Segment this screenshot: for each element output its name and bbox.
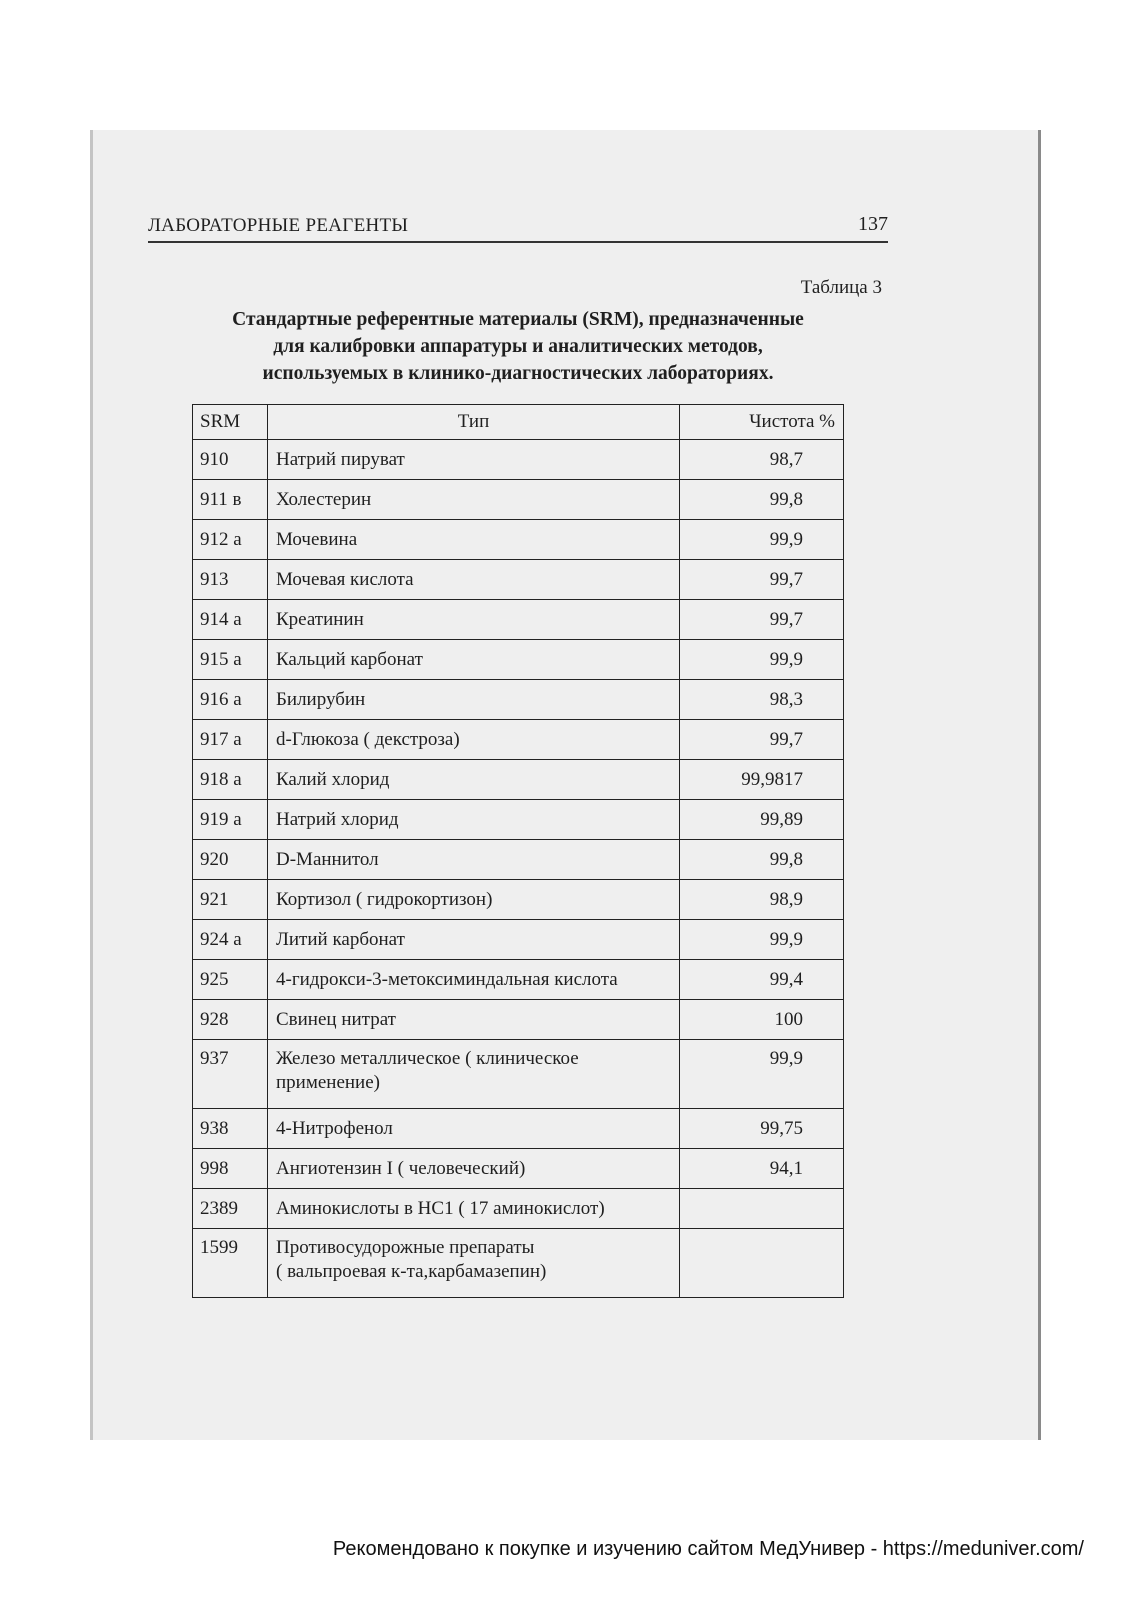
cell-type-line: Калий хлорид [276,768,390,790]
cell-type [268,640,680,680]
cell-purity: 99,9817 [680,760,844,800]
cell-srm: 924 а [193,920,268,960]
page-number: 137 [858,213,888,235]
cell-purity: 99,9 [680,920,844,960]
cell-srm: 915 а [193,640,268,680]
table-row [193,720,844,760]
cell-srm: 910 [193,440,268,480]
cell-srm: 920 [193,840,268,880]
cell-srm: 912 а [193,520,268,560]
cell-purity: 98,7 [680,440,844,480]
caption-line: для калибровки аппаратуры и аналитических методов, [273,336,763,357]
cell-srm: 1599 [193,1229,268,1298]
table-row [193,520,844,560]
column-header-purity: Чистота % [680,405,844,440]
cell-type-line: 4-гидрокси-3-метоксиминдальная кислота [276,968,618,990]
cell-type-line: Кальций карбонат [276,648,423,670]
table-row [193,640,844,680]
cell-type [268,1040,680,1109]
cell-purity: 100 [680,1000,844,1040]
cell-purity: 99,8 [680,480,844,520]
cell-purity: 99,8 [680,840,844,880]
running-header [148,213,888,243]
cell-type-line: Натрий пируват [276,448,405,470]
table-row [193,760,844,800]
cell-purity: 99,75 [680,1109,844,1149]
section-title: ЛАБОРАТОРНЫЕ РЕАГЕНТЫ [148,215,409,236]
table-label: Таблица 3 [800,277,882,298]
cell-srm: 911 в [193,480,268,520]
cell-type [268,960,680,1000]
caption-line: Стандартные референтные материалы (SRM), предназначенные [232,309,804,330]
cell-type [268,520,680,560]
cell-type [268,600,680,640]
cell-type [268,840,680,880]
table-caption [148,306,888,387]
cell-purity: 98,3 [680,680,844,720]
column-header-srm: SRM [193,405,268,440]
cell-purity: 99,9 [680,1040,844,1109]
table-row [193,960,844,1000]
cell-type-line: d-Глюкоза ( декстроза) [276,728,460,750]
column-header-type: Тип [268,405,680,440]
cell-type [268,1149,680,1189]
cell-type [268,760,680,800]
cell-srm: 919 а [193,800,268,840]
cell-type-line: Литий карбонат [276,928,405,950]
cell-purity: 99,4 [680,960,844,1000]
cell-srm: 928 [193,1000,268,1040]
table-row [193,680,844,720]
table-row [193,840,844,880]
cell-purity: 94,1 [680,1149,844,1189]
cell-type-line: Железо металлическое ( клиническое [276,1048,579,1069]
table-row [193,480,844,520]
table-row [193,600,844,640]
cell-srm: 918 а [193,760,268,800]
table-row [193,560,844,600]
cell-type [268,440,680,480]
table-row [193,1189,844,1229]
cell-type-line: Кортизол ( гидрокортизон) [276,888,493,910]
table-row [193,1229,844,1298]
cell-type-line: Ангиотензин I ( человеческий) [276,1157,526,1179]
cell-srm: 2389 [193,1189,268,1229]
srm-table [192,404,844,1298]
cell-type-line: Аминокислоты в НС1 ( 17 аминокислот) [276,1197,605,1219]
cell-type [268,680,680,720]
cell-type [268,560,680,600]
cell-purity: 99,7 [680,560,844,600]
cell-purity [680,1229,844,1298]
cell-type [268,720,680,760]
cell-purity: 99,89 [680,800,844,840]
cell-type [268,920,680,960]
footer-recommendation: Рекомендовано к покупке и изучению сайтом МедУнивер - https://meduniver.com/ [332,1538,1084,1560]
cell-type [268,480,680,520]
table-row [193,800,844,840]
table-header-row [193,405,844,440]
table-row [193,1149,844,1189]
table-row [193,880,844,920]
cell-type-line: применение) [276,1072,380,1093]
cell-srm: 925 [193,960,268,1000]
cell-type-line: D-Маннитол [276,848,379,870]
cell-type-line: ( вальпроевая к-та,карбамазепин) [276,1261,547,1282]
cell-purity: 99,9 [680,640,844,680]
table-row [193,1109,844,1149]
cell-type-line: Мочевая кислота [276,568,414,590]
cell-srm: 917 а [193,720,268,760]
table-body [193,440,844,1298]
cell-purity: 99,9 [680,520,844,560]
cell-type-line: Натрий хлорид [276,808,399,830]
cell-type [268,1189,680,1229]
cell-type-line: Креатинин [276,608,364,630]
cell-purity: 99,7 [680,720,844,760]
cell-type [268,800,680,840]
cell-type-line: Противосудорожные препараты [276,1237,535,1258]
cell-type-line: Холестерин [276,488,372,510]
cell-purity: 99,7 [680,600,844,640]
cell-type-line: 4-Нитрофенол [276,1117,393,1139]
cell-type [268,1229,680,1298]
cell-srm: 914 а [193,600,268,640]
cell-srm: 921 [193,880,268,920]
cell-srm: 998 [193,1149,268,1189]
cell-purity [680,1189,844,1229]
cell-srm: 937 [193,1040,268,1109]
caption-line: используемых в клинико-диагностических лабораториях. [262,363,774,384]
table-row [193,920,844,960]
table-row [193,1040,844,1109]
cell-type [268,880,680,920]
cell-type-line: Свинец нитрат [276,1008,396,1030]
cell-srm: 913 [193,560,268,600]
cell-type-line: Мочевина [276,528,358,550]
cell-type [268,1109,680,1149]
table-row [193,440,844,480]
cell-purity: 98,9 [680,880,844,920]
cell-type [268,1000,680,1040]
table-row [193,1000,844,1040]
cell-srm: 916 а [193,680,268,720]
cell-srm: 938 [193,1109,268,1149]
cell-type-line: Билирубин [276,688,366,710]
